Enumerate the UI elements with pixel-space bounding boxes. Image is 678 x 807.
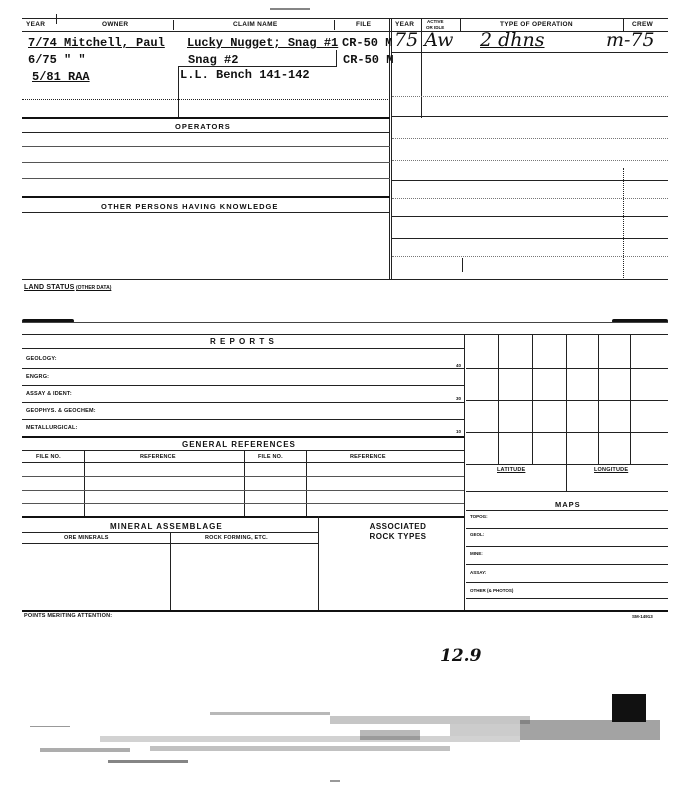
header-file: FILE (356, 21, 372, 28)
report-geophys: GEOPHYS. & GEOCHEM: (26, 408, 96, 414)
claim-row-1-claim: Lucky Nugget; Snag #1 (187, 36, 339, 50)
points-meriting-attention: POINTS MERITING ATTENTION: (24, 613, 113, 619)
ops-crew: m-75 (606, 29, 655, 51)
reports-title: R E P O R T S (210, 337, 275, 346)
ops-type: 2 dhns (480, 29, 545, 51)
maps-mine: MINE: (470, 551, 483, 556)
maps-geol: GEOL: (470, 532, 485, 537)
mineral-assemblage-title: MINERAL ASSEMBLAGE (110, 522, 223, 531)
header-owner: OWNER (102, 21, 129, 28)
operators-title: OPERATORS (175, 122, 231, 131)
claim-row-2-claim: Snag #2 (188, 53, 239, 67)
report-metallurgical: METALLURGICAL: (26, 425, 78, 431)
ops-year-active: 75 Aw (394, 29, 454, 51)
header-active: ACTIVE (427, 19, 444, 24)
report-geology-num: 40 (456, 363, 462, 368)
rock-forming-label: ROCK FORMING, ETC. (205, 535, 268, 541)
land-status-title: LAND STATUS (24, 284, 75, 291)
report-assay: ASSAY & IDENT: (26, 391, 72, 397)
claim-row-2-owner: 6/75 " " (28, 53, 86, 67)
ref-header-file-no-2: FILE NO. (258, 454, 283, 460)
land-status-note: (OTHER DATA) (76, 285, 112, 291)
longitude-label: LONGITUDE (594, 467, 629, 473)
report-metallurgical-num: 10 (456, 429, 462, 434)
ore-minerals-label: ORE MINERALS (64, 535, 109, 541)
maps-assay: ASSAY: (470, 570, 487, 575)
other-persons-title: OTHER PERSONS HAVING KNOWLEDGE (101, 202, 279, 211)
header-claim-name: CLAIM NAME (233, 21, 278, 28)
maps-other: OTHER (& PHOTOS) (470, 588, 514, 593)
header-year-2: YEAR (395, 21, 415, 28)
header-crew: CREW (632, 21, 654, 28)
claim-row-2-file: CR-50 M (343, 53, 394, 67)
claim-row-3-claim: L.L. Bench 141-142 (180, 68, 310, 82)
claim-row-3-owner: 5/81 RAA (32, 70, 90, 84)
header-or-idle: OR IDLE (426, 25, 445, 30)
ref-header-reference-1: REFERENCE (140, 454, 176, 460)
maps-title: MAPS (555, 500, 581, 509)
report-engrg: ENGRG: (26, 374, 50, 380)
latitude-label: LATITUDE (497, 467, 526, 473)
report-assay-num: 30 (456, 396, 462, 401)
header-year: YEAR (26, 21, 46, 28)
handwritten-note: 12.9 (440, 646, 482, 666)
maps-topog: TOPOG: (470, 514, 488, 519)
report-geology: GEOLOGY: (26, 356, 57, 362)
general-references-title: GENERAL REFERENCES (182, 440, 296, 449)
associated-rock-types: ASSOCIATED ROCK TYPES (369, 522, 427, 541)
header-type-of-operation: TYPE OF OPERATION (500, 21, 573, 28)
ref-header-file-no-1: FILE NO. (36, 454, 61, 460)
ref-header-reference-2: REFERENCE (350, 454, 386, 460)
form-code: SM-14913 (632, 614, 653, 619)
claim-row-1-file: CR-50 M (342, 36, 393, 50)
claim-row-1-owner: 7/74 Mitchell, Paul (28, 36, 165, 50)
